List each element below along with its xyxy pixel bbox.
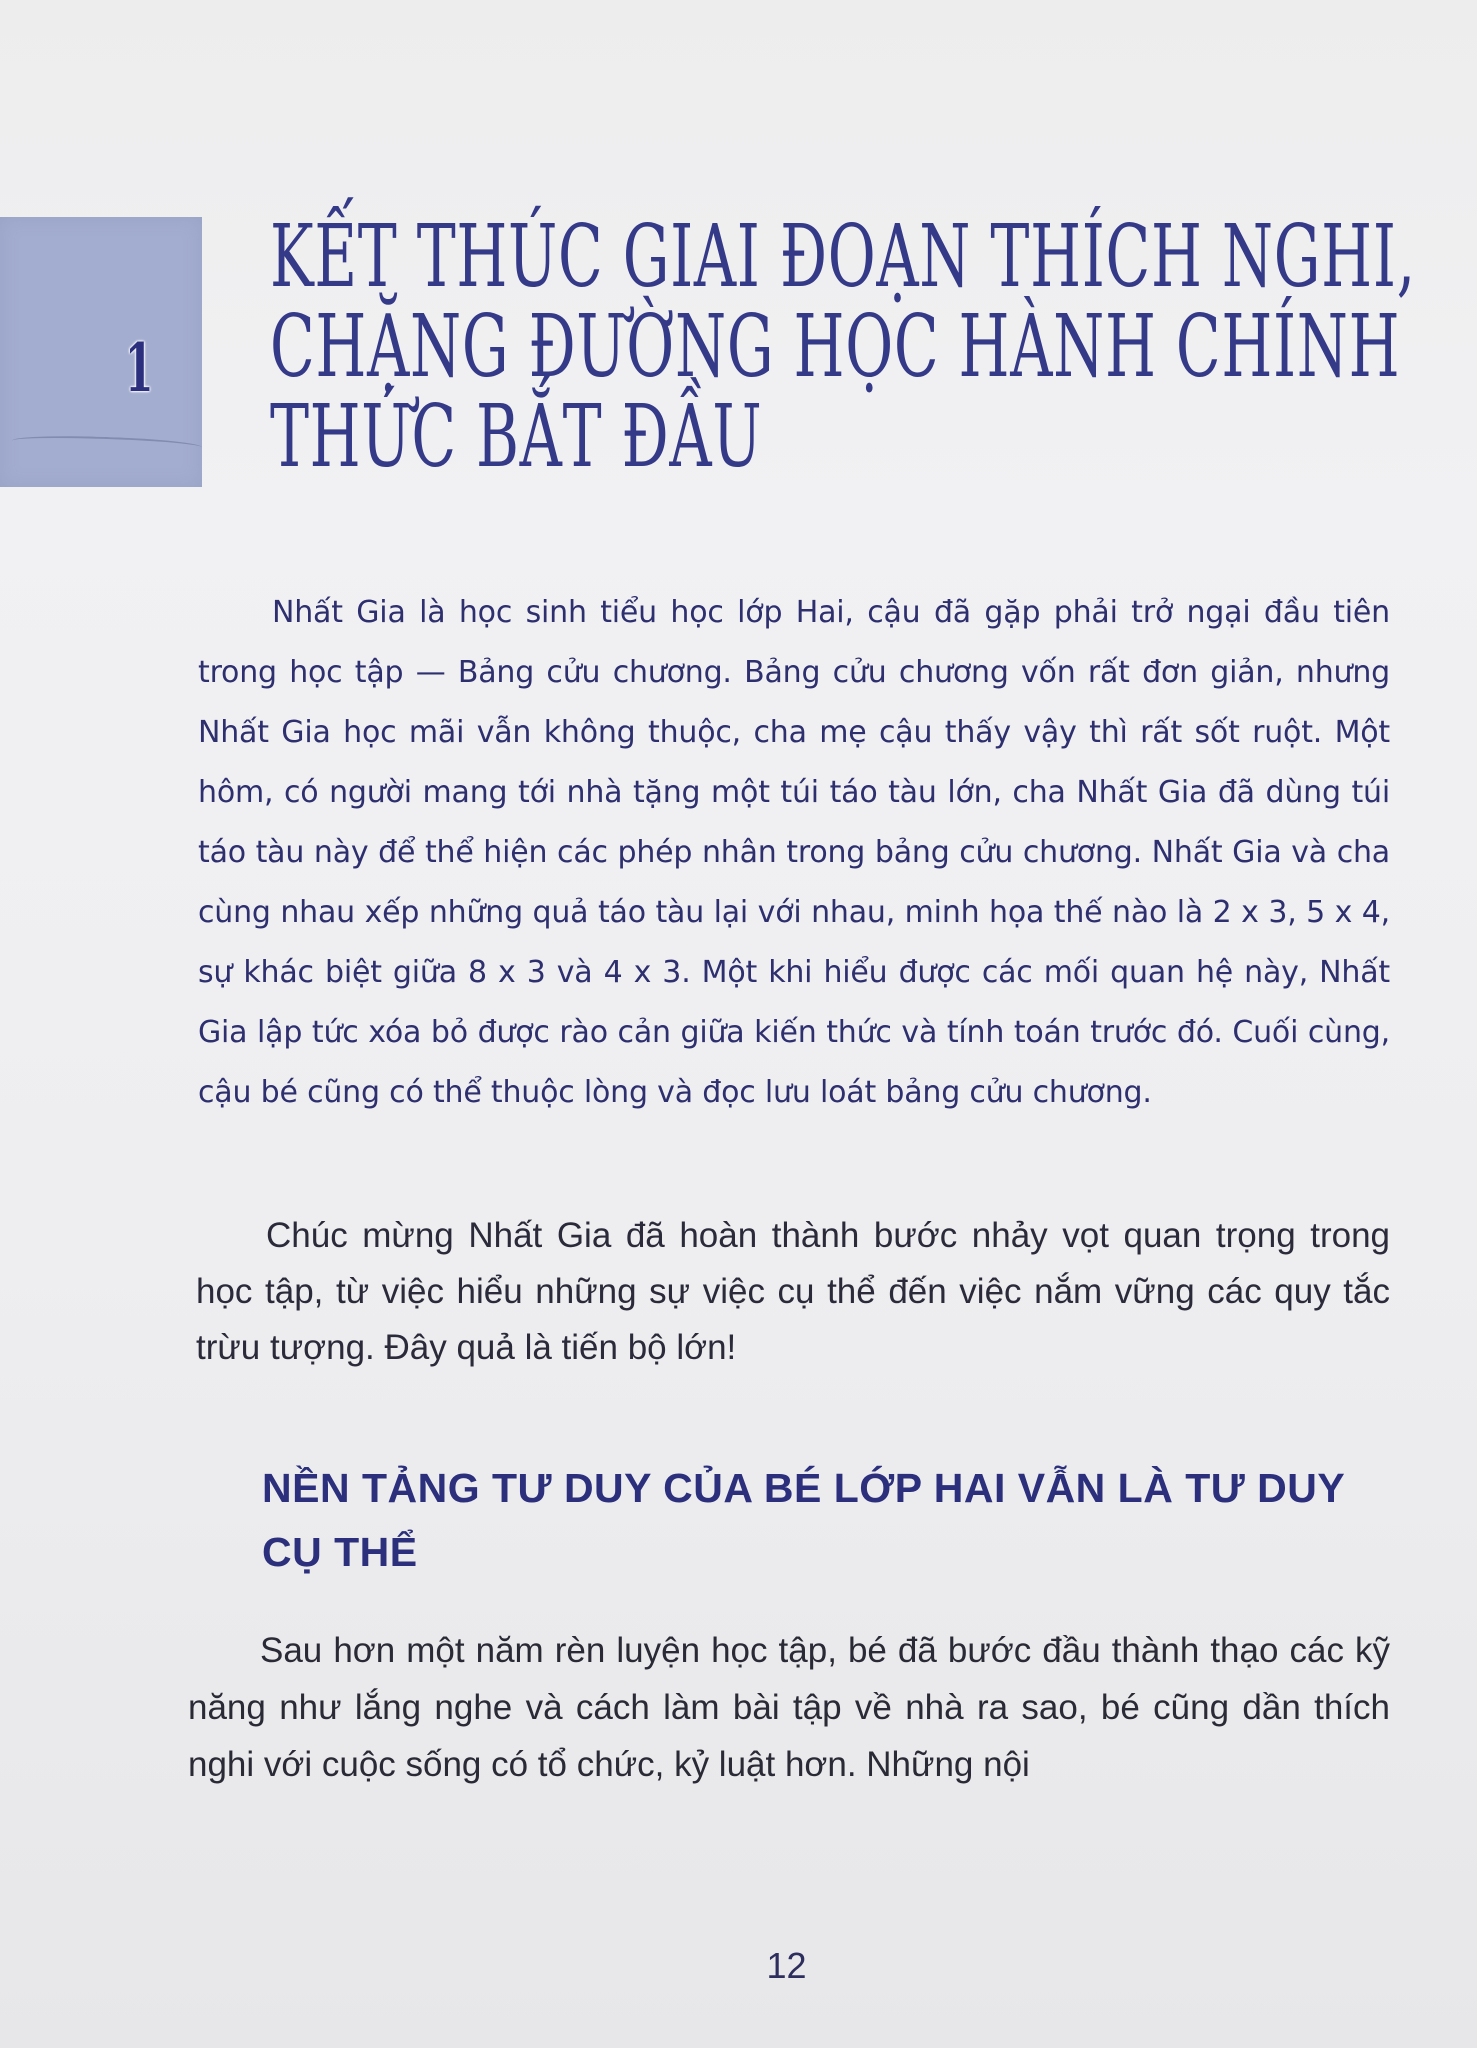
- page-number: 12: [766, 1945, 807, 1986]
- congrats-paragraph: Chúc mừng Nhất Gia đã hoàn thành bước nhảy vọt quan trọng trong học tập, từ việc hiểu những sự việc cụ thể đến việc nắm vững các quy tắc trừu tượng. Đây quả là tiến bộ lớn!: [196, 1216, 1390, 1367]
- section-body-paragraph: Sau hơn một năm rèn luyện học tập, bé đã bước đầu thành thạo các kỹ năng như lắng nghe và cách làm bài tập về nhà ra sao, bé cũng dần thích nghi với cuộc sống có tổ chức, kỷ luật hơn. Những nội: [188, 1631, 1390, 1784]
- chapter-title-line-3: THỨC BẮT ĐẦU: [270, 387, 763, 487]
- paper-crease: [12, 434, 202, 455]
- chapter-number: 1: [125, 329, 154, 407]
- chapter-title-line-1: KẾT THÚC GIAI ĐOẠN THÍCH NGHI,: [270, 207, 1416, 307]
- chapter-number-block: [0, 217, 202, 487]
- chapter-title: [270, 207, 1416, 487]
- chapter-title-line-2: CHẶNG ĐƯỜNG HỌC HÀNH CHÍNH: [270, 297, 1401, 397]
- section-heading: NỀN TẢNG TƯ DUY CỦA BÉ LỚP HAI VẪN LÀ TƯ DUY CỤ THỂ: [262, 1465, 1345, 1575]
- story-paragraph: Nhất Gia là học sinh tiểu học lớp Hai, cậu đã gặp phải trở ngại đầu tiên trong học tập — Bảng cửu chương. Bảng cửu chương vốn rất đơn giản, nhưng Nhất Gia học mãi vẫn không thuộc, cha mẹ cậu thấy vậy thì rất sốt ruột. Một hôm, có người mang tới nhà tặng một túi táo tàu lớn, cha Nhất Gia đã dùng túi táo tàu này để thể hiện các phép nhân trong bảng cửu chương. Nhất Gia và cha cùng nhau xếp những quả táo tàu lại với nhau, minh họa thế nào là 2 x 3, 5 x 4, sự khác biệt giữa 8 x 3 và 4 x 3. Một khi hiểu được các mối quan hệ này, Nhất Gia lập tức xóa bỏ được rào cản giữa kiến thức và tính toán trước đó. Cuối cùng, cậu bé cũng có thể thuộc lòng và đọc lưu loát bảng cửu chương.: [198, 595, 1390, 1110]
